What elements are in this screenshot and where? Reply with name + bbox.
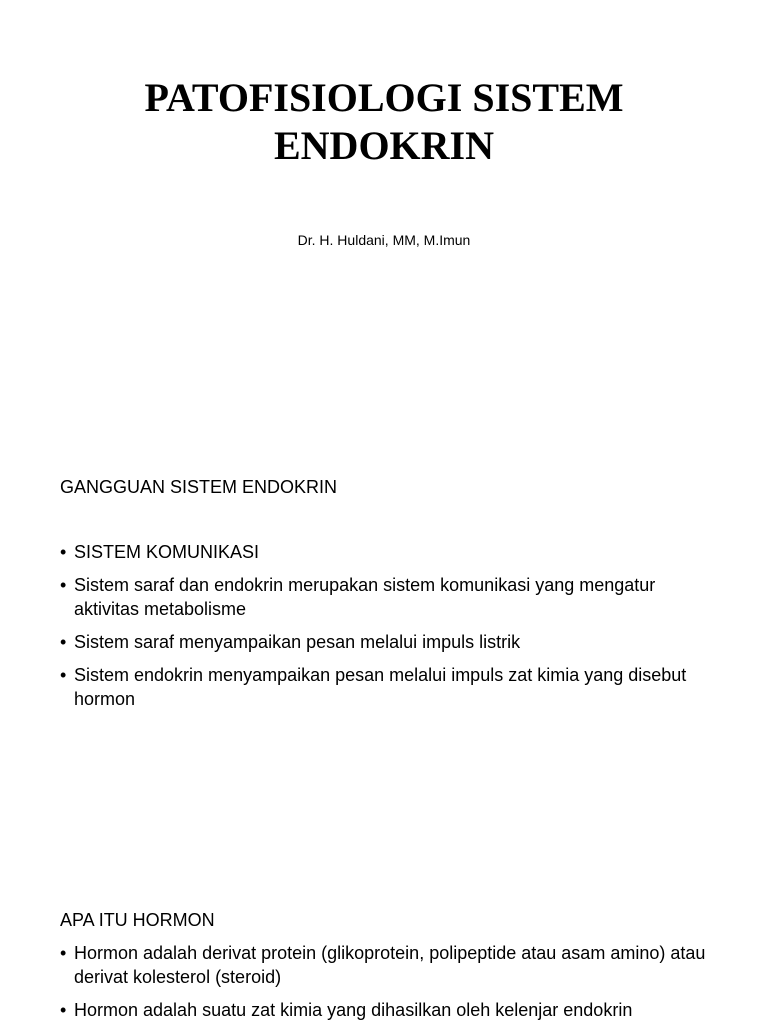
- bullet-icon: •: [60, 665, 67, 685]
- bullet-icon: •: [60, 943, 67, 963]
- bullet-list: [60, 540, 720, 720]
- list-item: [60, 573, 720, 621]
- list-item-text: Hormon adalah suatu zat kimia yang dihasilkan oleh kelenjar endokrin: [74, 1000, 633, 1020]
- title-line-2: ENDOKRIN: [273, 123, 495, 168]
- bullet-icon: •: [60, 542, 67, 562]
- list-item-text: SISTEM KOMUNIKASI: [74, 542, 260, 562]
- bullet-icon: •: [60, 575, 67, 595]
- list-item-text: Sistem saraf menyampaikan pesan melalui impuls listrik: [74, 632, 521, 652]
- list-item-text: Sistem endokrin menyampaikan pesan melalui impuls zat kimia yang disebut hormon: [74, 665, 687, 709]
- page-title: [0, 74, 768, 170]
- slide-heading: APA ITU HORMON: [60, 910, 215, 930]
- list-item: [60, 998, 720, 1022]
- list-item: [60, 663, 720, 711]
- list-item: [60, 941, 720, 989]
- bullet-icon: •: [60, 1000, 67, 1020]
- title-line-1: PATOFISIOLOGI SISTEM: [144, 75, 624, 120]
- list-item-text: Sistem saraf dan endokrin merupakan sistem komunikasi yang mengatur aktivitas metabolisme: [74, 575, 656, 619]
- bullet-list: [60, 941, 720, 1031]
- slide-heading: GANGGUAN SISTEM ENDOKRIN: [60, 477, 338, 497]
- list-item: [60, 540, 720, 564]
- bullet-icon: •: [60, 632, 67, 652]
- list-item-text: Hormon adalah derivat protein (glikoprotein, polipeptide atau asam amino) atau derivat kolesterol (steroid): [74, 943, 706, 987]
- list-item: [60, 630, 720, 654]
- author-subtitle: Dr. H. Huldani, MM, M.Imun: [297, 232, 471, 248]
